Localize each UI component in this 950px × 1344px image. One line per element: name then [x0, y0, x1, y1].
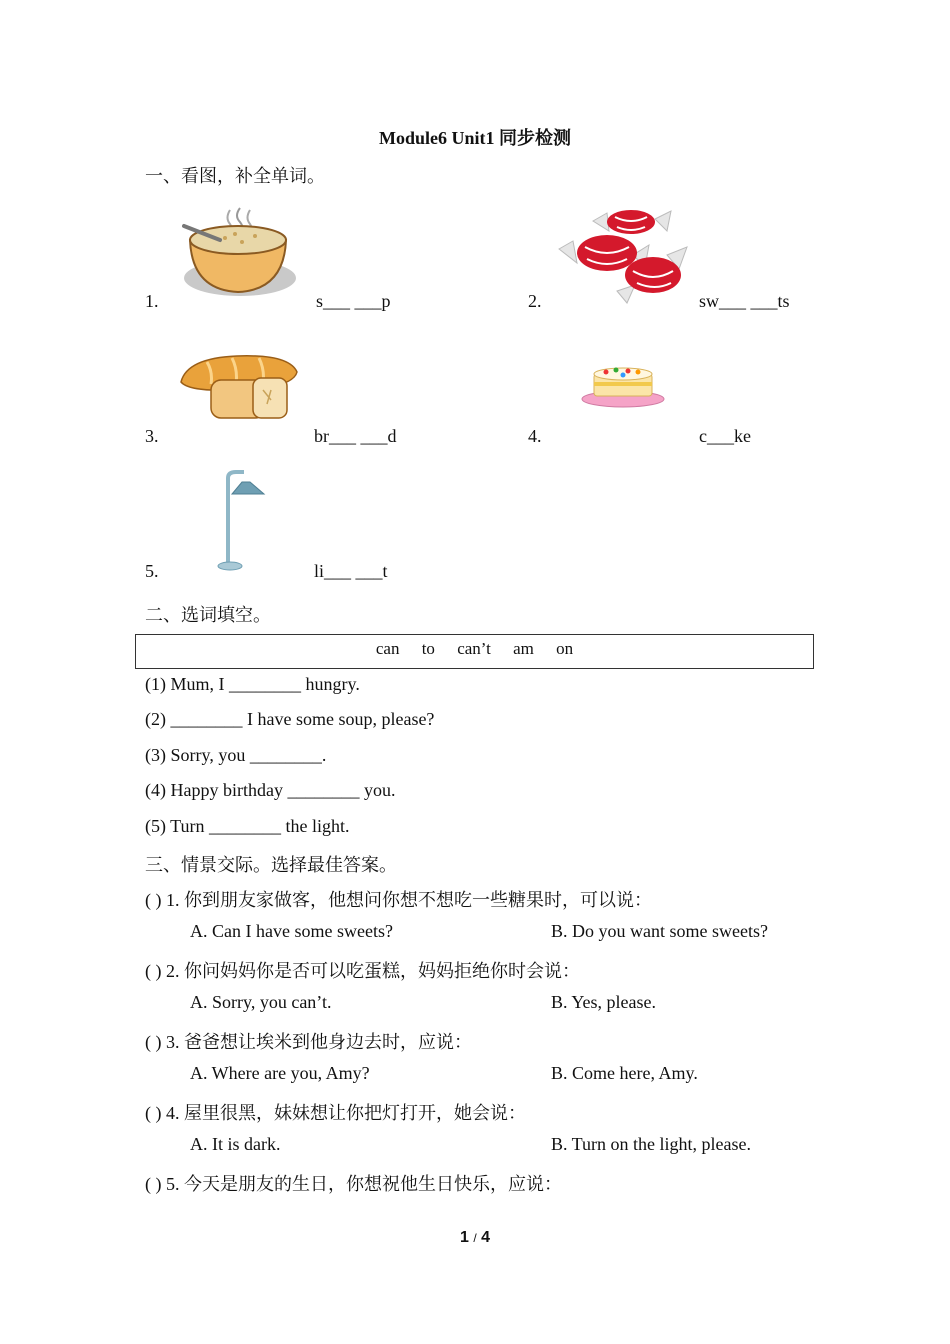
fill-sentence: (3) Sorry, you ________. — [145, 745, 327, 765]
fill-sentence: (2) ________ I have some soup, please? — [145, 709, 435, 729]
current-page: 1 — [459, 1229, 469, 1246]
item2-number: 2. — [528, 291, 542, 311]
item5-word: li___ ___t — [314, 561, 388, 581]
section2-heading: 二、选词填空。 — [145, 605, 271, 625]
page-title: Module6 Unit1 同步检测 — [378, 128, 571, 148]
item4-number: 4. — [528, 426, 542, 446]
option-a: A. Sorry, you can’t. — [190, 992, 332, 1012]
option-a: A. Can I have some sweets? — [190, 921, 393, 941]
question: ( ) 1. 你到朋友家做客，他想问你想不想吃一些糖果时，可以说： — [145, 890, 652, 910]
choice-word: to — [421, 639, 435, 658]
choice-word: can’t — [457, 639, 491, 658]
fill-sentence: (1) Mum, I ________ hungry. — [145, 674, 360, 694]
item2-word: sw___ ___ts — [699, 291, 790, 311]
item4-word: c___ke — [699, 426, 751, 446]
option-b: B. Yes, please. — [551, 992, 657, 1012]
question: ( ) 3. 爸爸想让埃米到他身边去时，应说： — [145, 1032, 472, 1052]
bread-icon — [177, 352, 299, 420]
option-b: B. Do you want some sweets? — [551, 921, 768, 941]
item3-word: br___ ___d — [314, 426, 397, 446]
item5-number: 5. — [145, 561, 159, 581]
total-pages: 4 — [481, 1229, 491, 1246]
soup-icon — [180, 200, 298, 298]
item1-word: s___ ___p — [316, 291, 391, 311]
fill-sentence: (5) Turn ________ the light. — [145, 816, 350, 836]
question: ( ) 5. 今天是朋友的生日，你想祝他生日快乐，应说： — [145, 1174, 562, 1194]
option-a: A. It is dark. — [190, 1134, 281, 1154]
sweets-icon — [555, 205, 690, 305]
item1-number: 1. — [145, 291, 159, 311]
option-b: B. Turn on the light, please. — [551, 1134, 752, 1154]
option-b: B. Come here, Amy. — [551, 1063, 698, 1083]
lamp-icon — [214, 470, 270, 572]
item3-number: 3. — [145, 426, 159, 446]
question: ( ) 2. 你问妈妈你是否可以吃蛋糕，妈妈拒绝你时会说： — [145, 961, 580, 981]
choice-word: on — [556, 639, 574, 658]
question: ( ) 4. 屋里很黑，妹妹想让你把灯打开，她会说： — [145, 1103, 526, 1123]
section1-heading: 一、看图，补全单词。 — [145, 166, 325, 186]
word-choice-box — [135, 634, 814, 669]
page-number — [0, 1229, 950, 1247]
fill-sentence: (4) Happy birthday ________ you. — [145, 780, 396, 800]
option-a: A. Where are you, Amy? — [190, 1063, 370, 1083]
choice-word: can — [375, 639, 400, 658]
choice-word: am — [513, 639, 534, 658]
page-separator: / — [473, 1231, 477, 1245]
cake-icon — [580, 360, 666, 410]
section3-heading: 三、情景交际。选择最佳答案。 — [145, 855, 397, 875]
